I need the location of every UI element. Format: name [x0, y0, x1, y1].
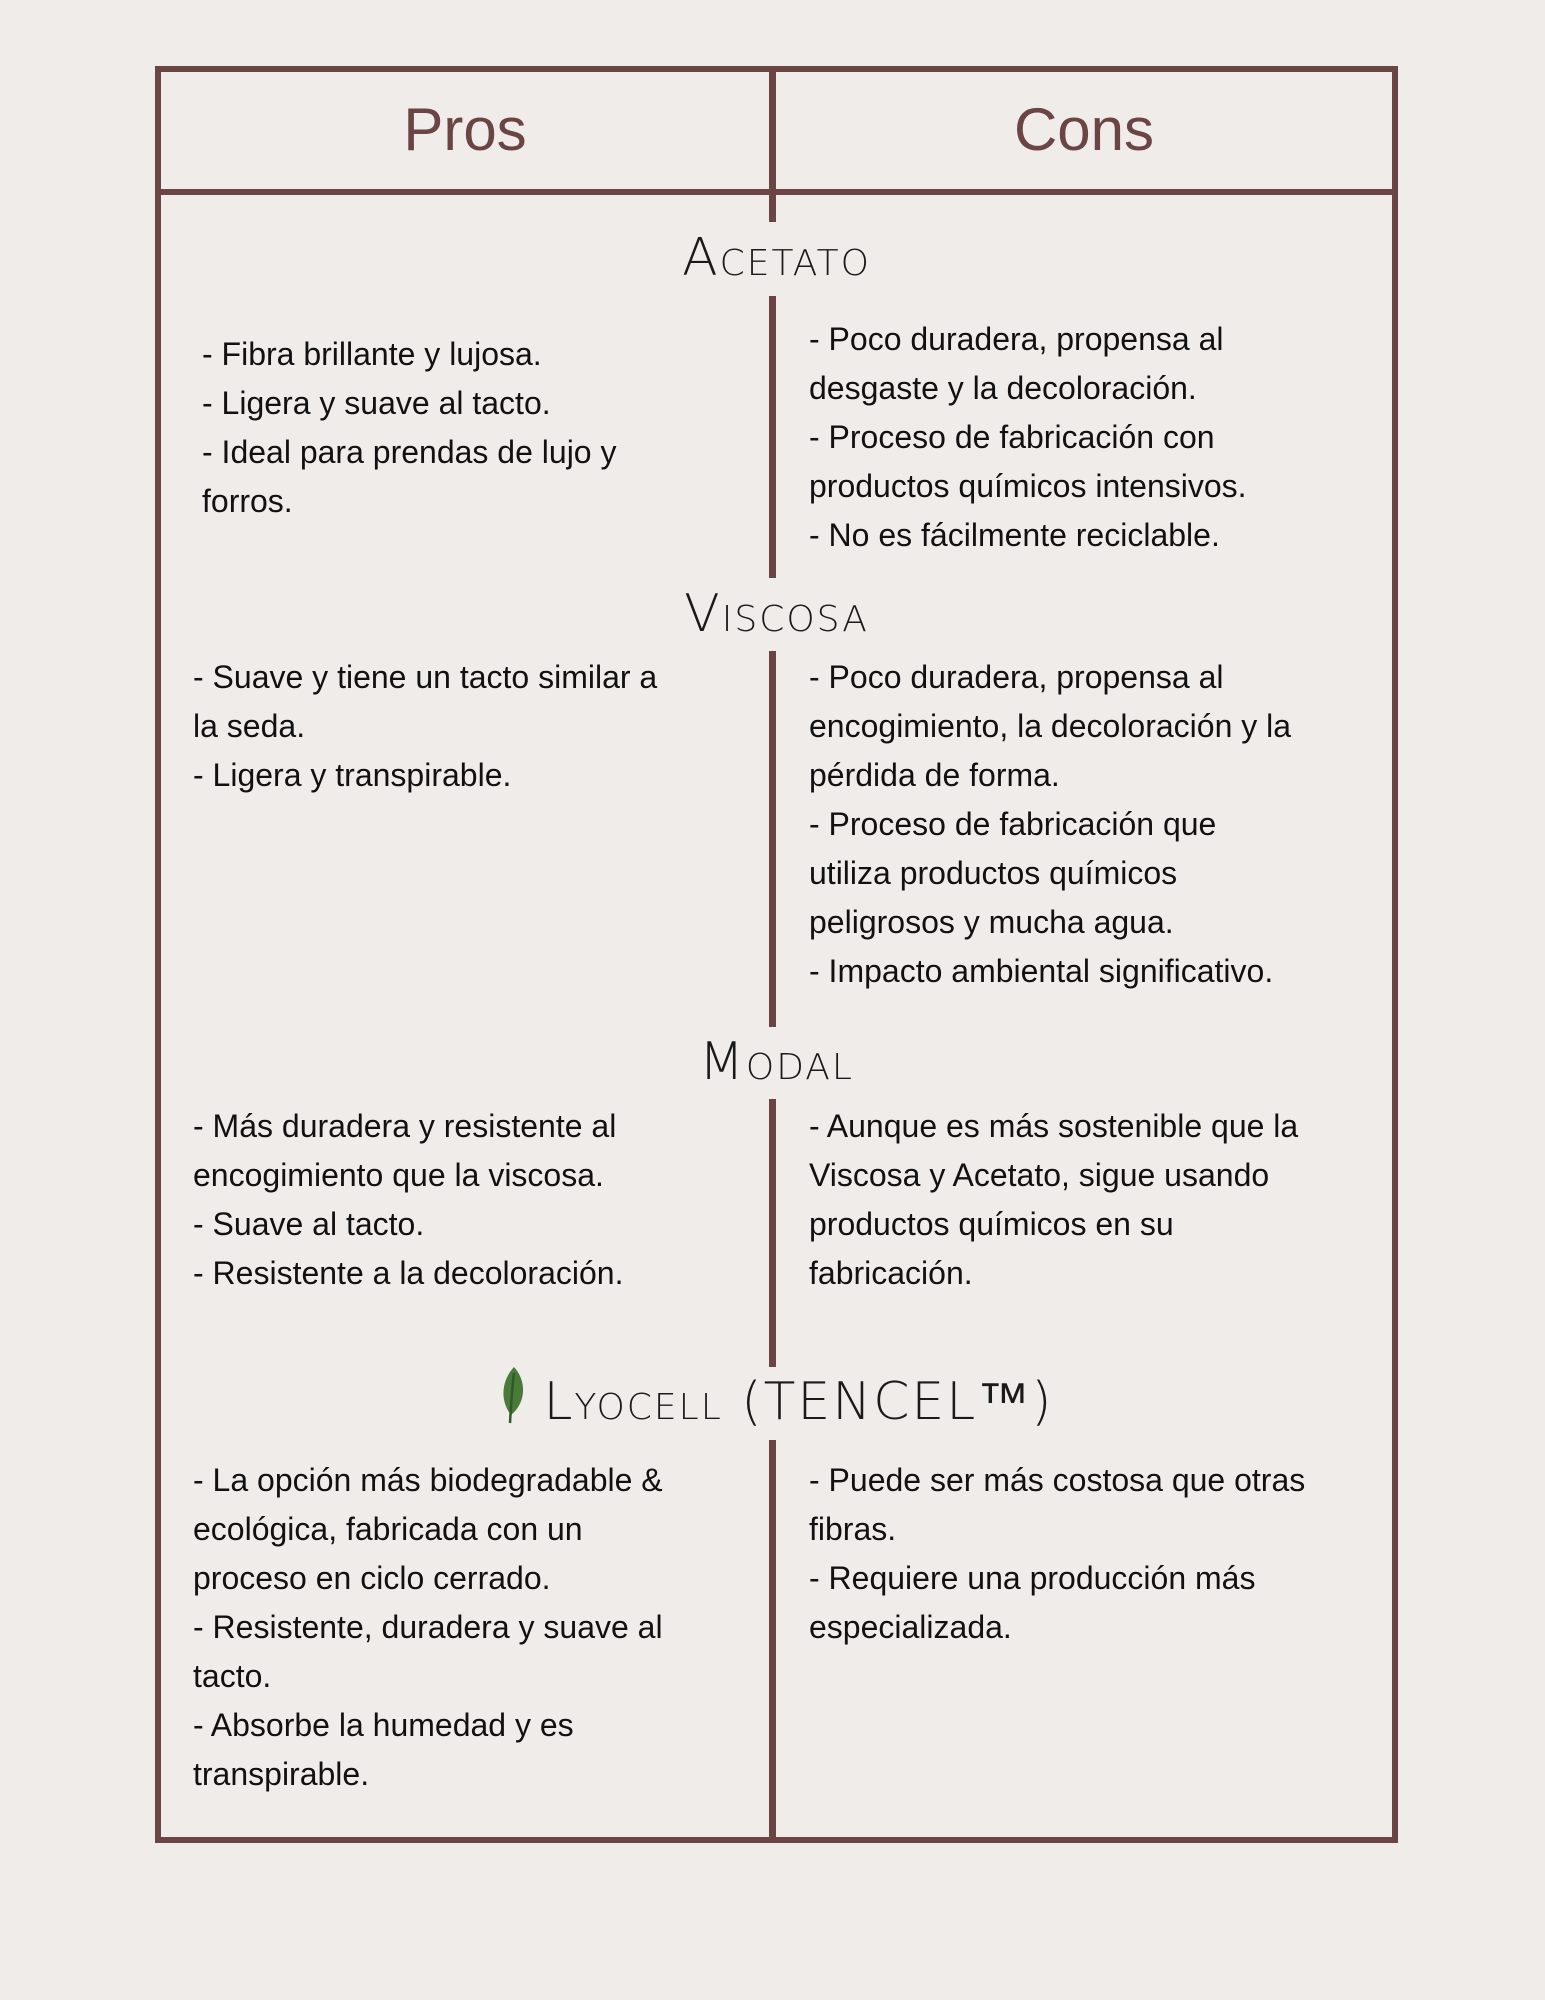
pros-cell-acetato: [202, 330, 616, 526]
cell-line: peligrosos y mucha agua.: [809, 904, 1174, 940]
cell-line: productos químicos en su: [809, 1206, 1174, 1242]
pros-cell-lyocell: [193, 1456, 663, 1799]
column-divider: [769, 296, 776, 578]
cell-line: - Puede ser más costosa que otras: [809, 1462, 1306, 1498]
section-title-viscosa: Viscosa: [684, 584, 869, 644]
column-divider: [769, 66, 776, 222]
cell-line: fabricación.: [809, 1255, 973, 1291]
cell-line: utiliza productos químicos: [809, 855, 1178, 891]
cell-line: - Proceso de fabricación con: [809, 419, 1215, 455]
cell-line: - No es fácilmente reciclable.: [809, 517, 1220, 553]
pros-column-header: Pros: [403, 96, 527, 163]
cell-line: encogimiento que la viscosa.: [193, 1157, 604, 1193]
cell-line: - Ligera y suave al tacto.: [202, 385, 551, 421]
section-title-acetato: Acetato: [682, 228, 871, 288]
cell-line: - Aunque es más sostenible que la: [809, 1108, 1299, 1144]
leaf-icon: [499, 1365, 529, 1438]
column-divider: [769, 1099, 776, 1367]
cell-line: - Poco duradera, propensa al: [809, 659, 1224, 695]
cell-line: - Impacto ambiental significativo.: [809, 953, 1274, 989]
cell-line: Viscosa y Acetato, sigue usando: [809, 1157, 1270, 1193]
cons-column-header: Cons: [1013, 96, 1155, 163]
cell-line: - Más duradera y resistente al: [193, 1108, 617, 1144]
cell-line: fibras.: [809, 1511, 897, 1547]
cell-line: encogimiento, la decoloración y la: [809, 708, 1292, 744]
section-title-lyocell: [161, 1372, 1392, 1432]
cell-line: desgaste y la decoloración.: [809, 370, 1197, 406]
cell-line: - Ideal para prendas de lujo y: [202, 434, 617, 470]
column-divider: [769, 1440, 776, 1843]
cell-line: especializada.: [809, 1609, 1012, 1645]
cell-line: transpirable.: [193, 1756, 370, 1792]
pros-cell-viscosa: [193, 653, 657, 800]
section-title-modal: Modal: [699, 1032, 854, 1092]
cell-line: - Ligera y transpirable.: [193, 757, 512, 793]
cell-line: productos químicos intensivos.: [809, 468, 1247, 504]
pros-cell-modal: [193, 1102, 623, 1298]
cell-line: proceso en ciclo cerrado.: [193, 1560, 551, 1596]
cell-line: - Suave y tiene un tacto similar a: [193, 659, 658, 695]
cell-line: - Fibra brillante y lujosa.: [202, 336, 542, 372]
cell-line: forros.: [202, 483, 293, 519]
header-divider: [155, 189, 1398, 195]
cell-line: - Absorbe la humedad y es: [193, 1707, 574, 1743]
cell-line: - Resistente a la decoloración.: [193, 1255, 624, 1291]
cons-cell-viscosa: [809, 653, 1291, 996]
cell-line: - Suave al tacto.: [193, 1206, 425, 1242]
cell-line: - Requiere una producción más: [809, 1560, 1256, 1596]
cell-line: la seda.: [193, 708, 306, 744]
cell-line: - La opción más biodegradable &: [193, 1462, 663, 1498]
cell-line: - Poco duradera, propensa al: [809, 321, 1224, 357]
section-title-lyocell-text: Lyocell (TENCEL™): [543, 1372, 1054, 1432]
cons-cell-acetato: [809, 315, 1247, 560]
cell-line: - Resistente, duradera y suave al: [193, 1609, 663, 1645]
column-divider: [769, 651, 776, 1027]
cell-line: - Proceso de fabricación que: [809, 806, 1217, 842]
cons-cell-modal: [809, 1102, 1298, 1298]
cons-cell-lyocell: [809, 1456, 1305, 1652]
cell-line: tacto.: [193, 1658, 272, 1694]
cell-line: pérdida de forma.: [809, 757, 1060, 793]
cell-line: ecológica, fabricada con un: [193, 1511, 583, 1547]
